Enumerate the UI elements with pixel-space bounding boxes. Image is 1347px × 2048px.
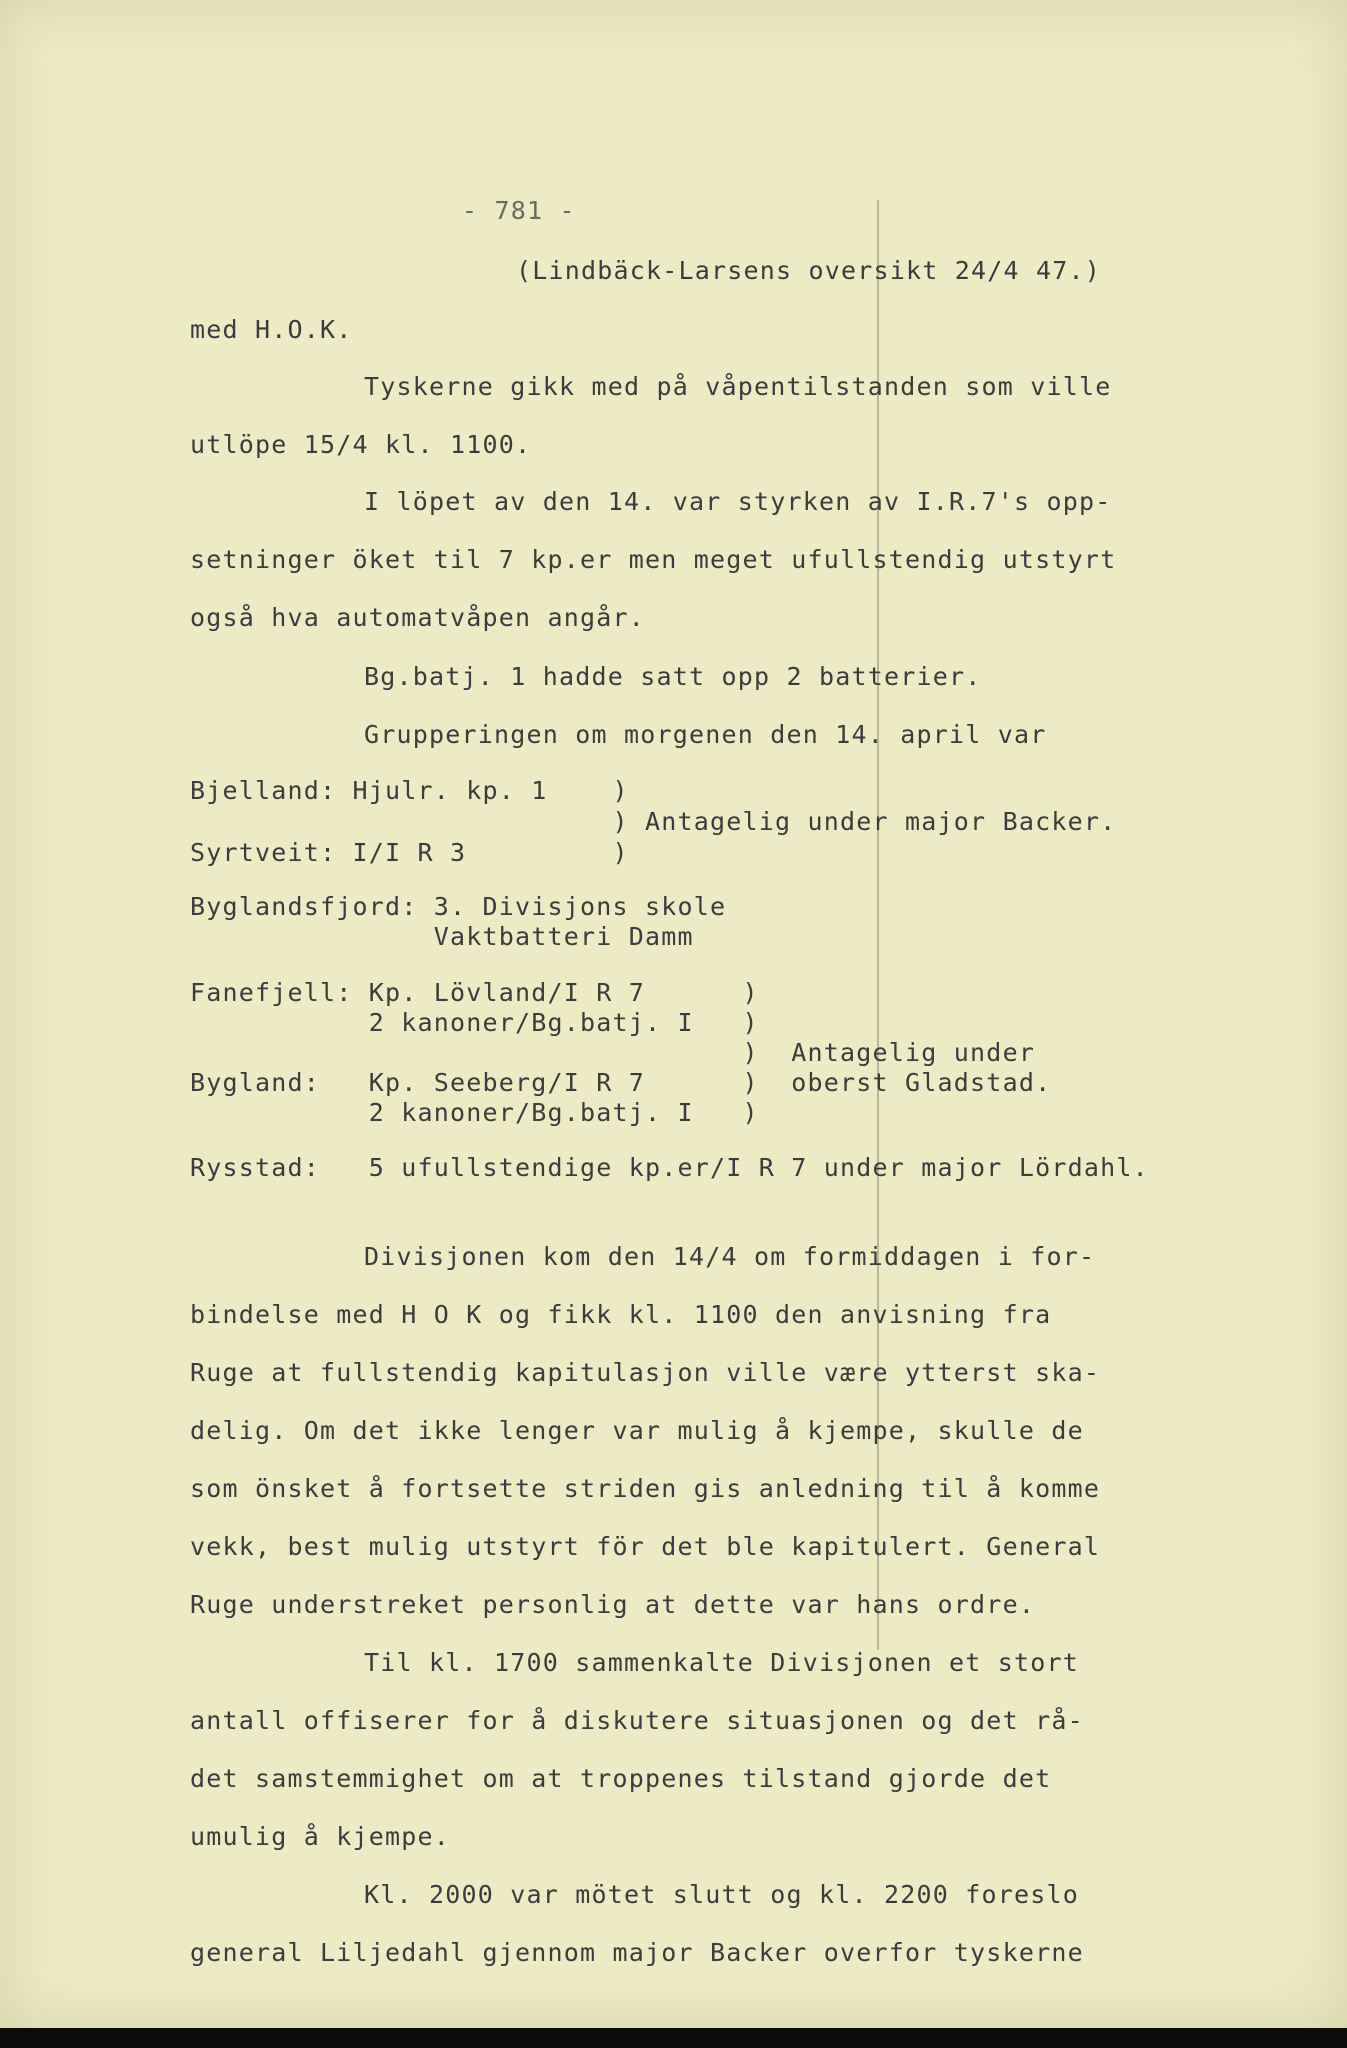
text-line: utlöpe 15/4 kl. 1100. xyxy=(190,430,532,459)
text-line: med H.O.K. xyxy=(190,315,353,344)
text-line: I löpet av den 14. var styrken av I.R.7's opp- xyxy=(364,487,1112,516)
grouping-line: Vaktbatteri Damm xyxy=(190,922,694,951)
grouping-line: 2 kanoner/Bg.batj. I ) xyxy=(190,1098,759,1127)
text-line: Grupperingen om morgenen den 14. april var xyxy=(364,720,1047,749)
text-line: antall offiserer for å diskutere situasjonen og det rå- xyxy=(190,1706,1084,1735)
grouping-line: Byglandsfjord: 3. Divisjons skole xyxy=(190,892,727,921)
grouping-line: Bjelland: Hjulr. kp. 1 ) xyxy=(190,776,629,805)
text-line: som önsket å fortsette striden gis anledning til å komme xyxy=(190,1474,1101,1503)
grouping-line: Rysstad: 5 ufullstendige kp.er/I R 7 under major Lördahl. xyxy=(190,1153,1149,1182)
text-line: Kl. 2000 var mötet slutt og kl. 2200 foreslo xyxy=(364,1880,1080,1909)
grouping-line: Syrtveit: I/I R 3 ) xyxy=(190,838,629,867)
text-line: general Liljedahl gjennom major Backer overfor tyskerne xyxy=(190,1938,1084,1967)
text-line: Ruge at fullstendig kapitulasjon ville være ytterst ska- xyxy=(190,1358,1101,1387)
page-number: - 781 - xyxy=(462,196,576,225)
text-line: Bg.batj. 1 hadde satt opp 2 batterier. xyxy=(364,662,982,691)
grouping-line: Bygland: Kp. Seeberg/I R 7 ) oberst Gladstad. xyxy=(190,1068,1052,1097)
text-line: også hva automatvåpen angår. xyxy=(190,603,646,632)
source-note: (Lindbäck-Larsens oversikt 24/4 47.) xyxy=(516,256,1102,285)
text-line: vekk, best mulig utstyrt för det ble kapitulert. General xyxy=(190,1532,1101,1561)
text-line: bindelse med H O K og fikk kl. 1100 den anvisning fra xyxy=(190,1300,1052,1329)
grouping-line: ) Antagelig under major Backer. xyxy=(190,807,1117,836)
text-line: det samstemmighet om at troppenes tilstand gjorde det xyxy=(190,1764,1052,1793)
grouping-line: Fanefjell: Kp. Lövland/I R 7 ) xyxy=(190,978,759,1007)
text-line: Tyskerne gikk med på våpentilstanden som ville xyxy=(364,372,1112,401)
text-line: Ruge understreket personlig at dette var hans ordre. xyxy=(190,1590,1036,1619)
text-line: Til kl. 1700 sammenkalte Divisjonen et stort xyxy=(364,1648,1080,1677)
grouping-line: 2 kanoner/Bg.batj. I ) xyxy=(190,1008,759,1037)
text-line: setninger öket til 7 kp.er men meget ufullstendig utstyrt xyxy=(190,545,1117,574)
text-line: Divisjonen kom den 14/4 om formiddagen i for- xyxy=(364,1242,1096,1271)
text-line: umulig å kjempe. xyxy=(190,1822,451,1851)
grouping-line: ) Antagelig under xyxy=(190,1038,1036,1067)
text-line: delig. Om det ikke lenger var mulig å kjempe, skulle de xyxy=(190,1416,1084,1445)
